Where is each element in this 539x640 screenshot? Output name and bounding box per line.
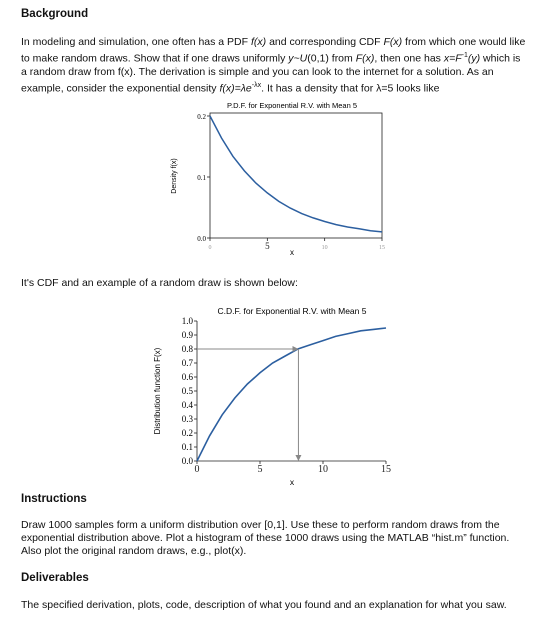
y-axis-label: Density f(x) bbox=[171, 158, 178, 194]
x-tick-label: 0 bbox=[194, 464, 200, 475]
x-tick-label: 0 bbox=[208, 245, 212, 251]
x-tick-label: 10 bbox=[318, 464, 328, 475]
x-axis-label: x bbox=[289, 477, 295, 487]
y-tick-label: 0.1 bbox=[181, 442, 193, 452]
x-tick-label: 5 bbox=[265, 241, 270, 251]
x-tick-label: 5 bbox=[257, 464, 263, 475]
y-tick-label: 0.2 bbox=[181, 428, 193, 438]
x-tick-label: 15 bbox=[381, 464, 391, 475]
y-tick-label: 0.0 bbox=[181, 456, 193, 466]
y-tick-label: 0.4 bbox=[181, 400, 193, 410]
y-tick-label: 0.9 bbox=[181, 330, 193, 340]
x-tick-label: 15 bbox=[379, 245, 385, 251]
y-tick-label: 0.0 bbox=[197, 235, 206, 243]
y-tick-label: 0.8 bbox=[181, 344, 193, 354]
background-heading: Background bbox=[21, 8, 89, 20]
pdf-chart bbox=[150, 98, 395, 263]
cdf-series-line bbox=[197, 328, 386, 461]
y-tick-label: 0.6 bbox=[181, 372, 193, 382]
deliverables-text: The specified derivation, plots, code, description of what you found and an explanation for what you saw. bbox=[21, 599, 507, 611]
y-tick-label: 1.0 bbox=[181, 316, 193, 326]
y-axis-label: Distribution function F(x) bbox=[153, 347, 162, 435]
y-tick-label: 0.3 bbox=[181, 414, 193, 424]
instructions-text: Draw 1000 samples form a uniform distribution over [0,1]. Use these to perform random draws from the exponential distribution above. Plot a histogram of these 1000 draws using the MATLAB “hist.m” function. Also plot the original random draws, e.g., plot(x). bbox=[21, 519, 510, 557]
plot-frame bbox=[210, 113, 382, 238]
chart-title: C.D.F. for Exponential R.V. with Mean 5 bbox=[217, 306, 367, 316]
y-tick-label: 0.2 bbox=[197, 113, 206, 121]
chart-title: P.D.F. for Exponential R.V. with Mean 5 bbox=[226, 101, 358, 110]
instructions-heading: Instructions bbox=[21, 493, 87, 505]
y-tick-label: 0.1 bbox=[197, 174, 206, 182]
cdf-chart bbox=[140, 303, 400, 488]
y-tick-label: 0.5 bbox=[181, 386, 193, 396]
pdf-series-line bbox=[210, 116, 382, 232]
x-tick-label: 10 bbox=[321, 245, 328, 251]
background-paragraph: In modeling and simulation, one often has a PDF f(x) and corresponding CDF F(x) from which one would like to make random draws. Show that if one draws uniformly y~U(0,1) from F(x), then one has $x=F^{-1}(y)$ which is a random draw from f(x). The derivation is simple and you can look to the internet for a solution. As an example, consider the exponential density $f(x)=\lambda e^{-\lambda x}$. It has a density that for λ=5 looks like bbox=[21, 36, 526, 94]
y-tick-label: 0.7 bbox=[181, 358, 193, 368]
deliverables-heading: Deliverables bbox=[21, 572, 89, 584]
x-axis-label: x bbox=[290, 248, 294, 257]
cdf-intro-text: It's CDF and an example of a random draw is shown below: bbox=[21, 277, 298, 289]
